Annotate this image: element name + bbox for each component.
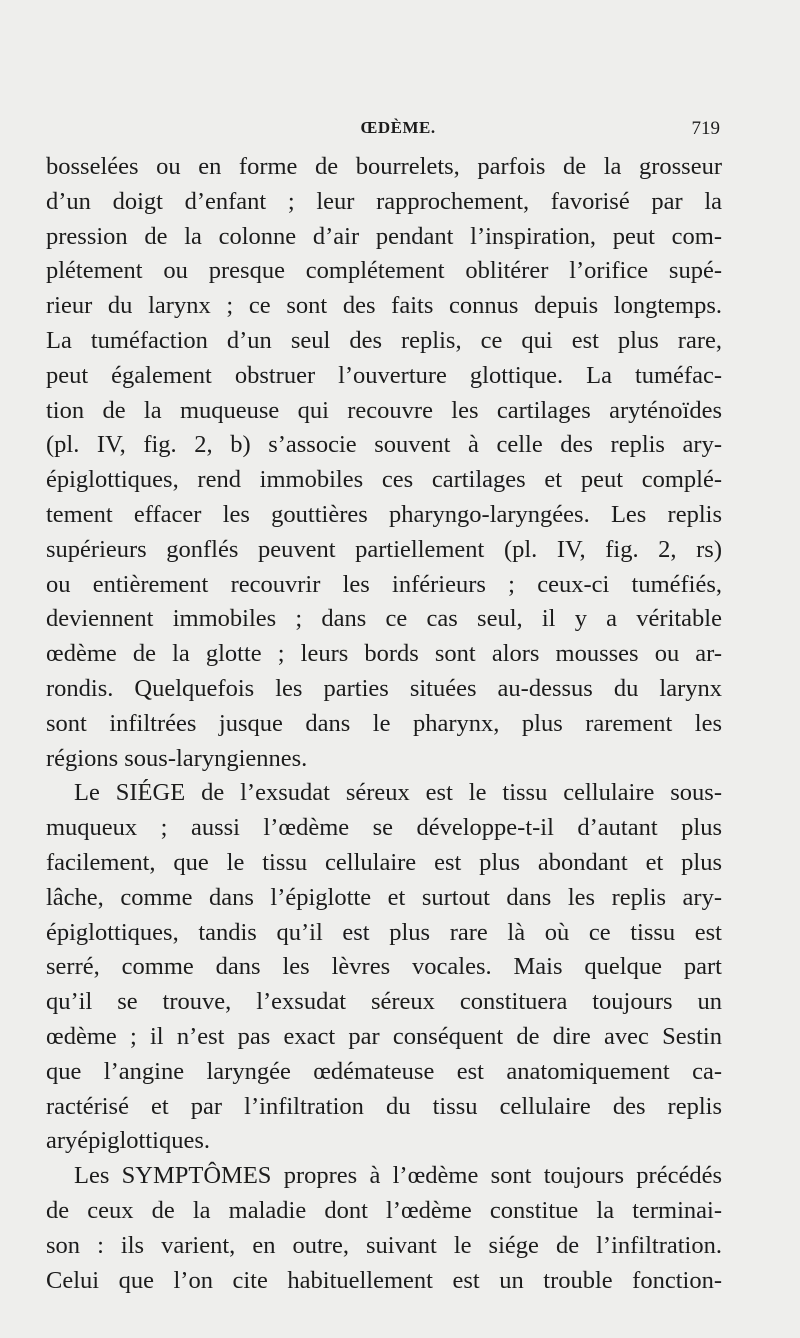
text-line: Le SIÉGE de l’exsudat séreux est le tissu cellulaire sous- <box>74 779 722 807</box>
text-line: que l’angine laryngée œdémateuse est anatomiquement ca- <box>46 1057 722 1085</box>
text-line: tion de la muqueuse qui recouvre les cartilages aryténoïdes <box>46 396 722 424</box>
text-line: rieur du larynx ; ce sont des faits connus depuis longtemps. <box>46 292 722 320</box>
text-line: œdème ; il n’est pas exact par conséquent de dire avec Sestin <box>46 1022 722 1050</box>
running-title: ŒDÈME. <box>360 118 436 137</box>
text-line: aryépiglottiques. <box>46 1127 210 1155</box>
text-line: rondis. Quelquefois les parties situées au-dessus du larynx <box>46 674 722 702</box>
paragraph-1 <box>46 150 722 776</box>
text-line: Celui que l’on cite habituellement est un trouble fonction- <box>46 1266 722 1294</box>
paragraph-2 <box>46 776 722 1159</box>
text-line: La tuméfaction d’un seul des replis, ce qui est plus rare, <box>46 326 722 354</box>
text-line: sont infiltrées jusque dans le pharynx, plus rarement les <box>46 709 722 737</box>
text-line: Les SYMPTÔMES propres à l’œdème sont toujours précédés <box>74 1162 722 1190</box>
page-header <box>46 118 720 144</box>
text-line: supérieurs gonflés peuvent partiellement (pl. IV, fig. 2, rs) <box>46 535 722 563</box>
text-line: œdème de la glotte ; leurs bords sont alors mousses ou ar- <box>46 640 722 668</box>
text-line: muqueux ; aussi l’œdème se développe-t-il d’autant plus <box>46 814 722 842</box>
text-line: épiglottiques, rend immobiles ces cartilages et peut complé- <box>46 466 722 494</box>
paragraph-3 <box>46 1159 722 1298</box>
text-line: ou entièrement recouvrir les inférieurs ; ceux-ci tuméfiés, <box>46 570 722 598</box>
text-line: plétement ou presque complétement oblitérer l’orifice supé- <box>46 257 722 285</box>
text-line: facilement, que le tissu cellulaire est plus abondant et plus <box>46 848 722 876</box>
text-line: régions sous-laryngiennes. <box>46 744 308 772</box>
text-line: qu’il se trouve, l’exsudat séreux constituera toujours un <box>46 988 722 1016</box>
text-line: tement effacer les gouttières pharyngo-laryngées. Les replis <box>46 500 722 528</box>
text-line: lâche, comme dans l’épiglotte et surtout dans les replis ary- <box>46 883 722 911</box>
text-line: ractérisé et par l’infiltration du tissu cellulaire des replis <box>46 1092 722 1120</box>
text-line: (pl. IV, fig. 2, b) s’associe souvent à celle des replis ary- <box>46 431 722 459</box>
text-line: épiglottiques, tandis qu’il est plus rare là où ce tissu est <box>46 918 722 946</box>
text-line: son : ils varient, en outre, suivant le siége de l’infiltration. <box>46 1231 722 1259</box>
text-line: deviennent immobiles ; dans ce cas seul, il y a véritable <box>46 605 722 633</box>
text-line: d’un doigt d’enfant ; leur rapprochement, favorisé par la <box>46 187 722 215</box>
text-line: peut également obstruer l’ouverture glottique. La tuméfac- <box>46 361 722 389</box>
body-text <box>46 150 722 1298</box>
text-line: bosselées ou en forme de bourrelets, parfois de la grosseur <box>46 153 722 180</box>
text-line: de ceux de la maladie dont l’œdème constitue la terminai- <box>46 1196 722 1224</box>
page-number: 719 <box>691 118 720 139</box>
text-line: serré, comme dans les lèvres vocales. Mais quelque part <box>46 953 722 981</box>
text-line: pression de la colonne d’air pendant l’inspiration, peut com- <box>46 222 722 250</box>
